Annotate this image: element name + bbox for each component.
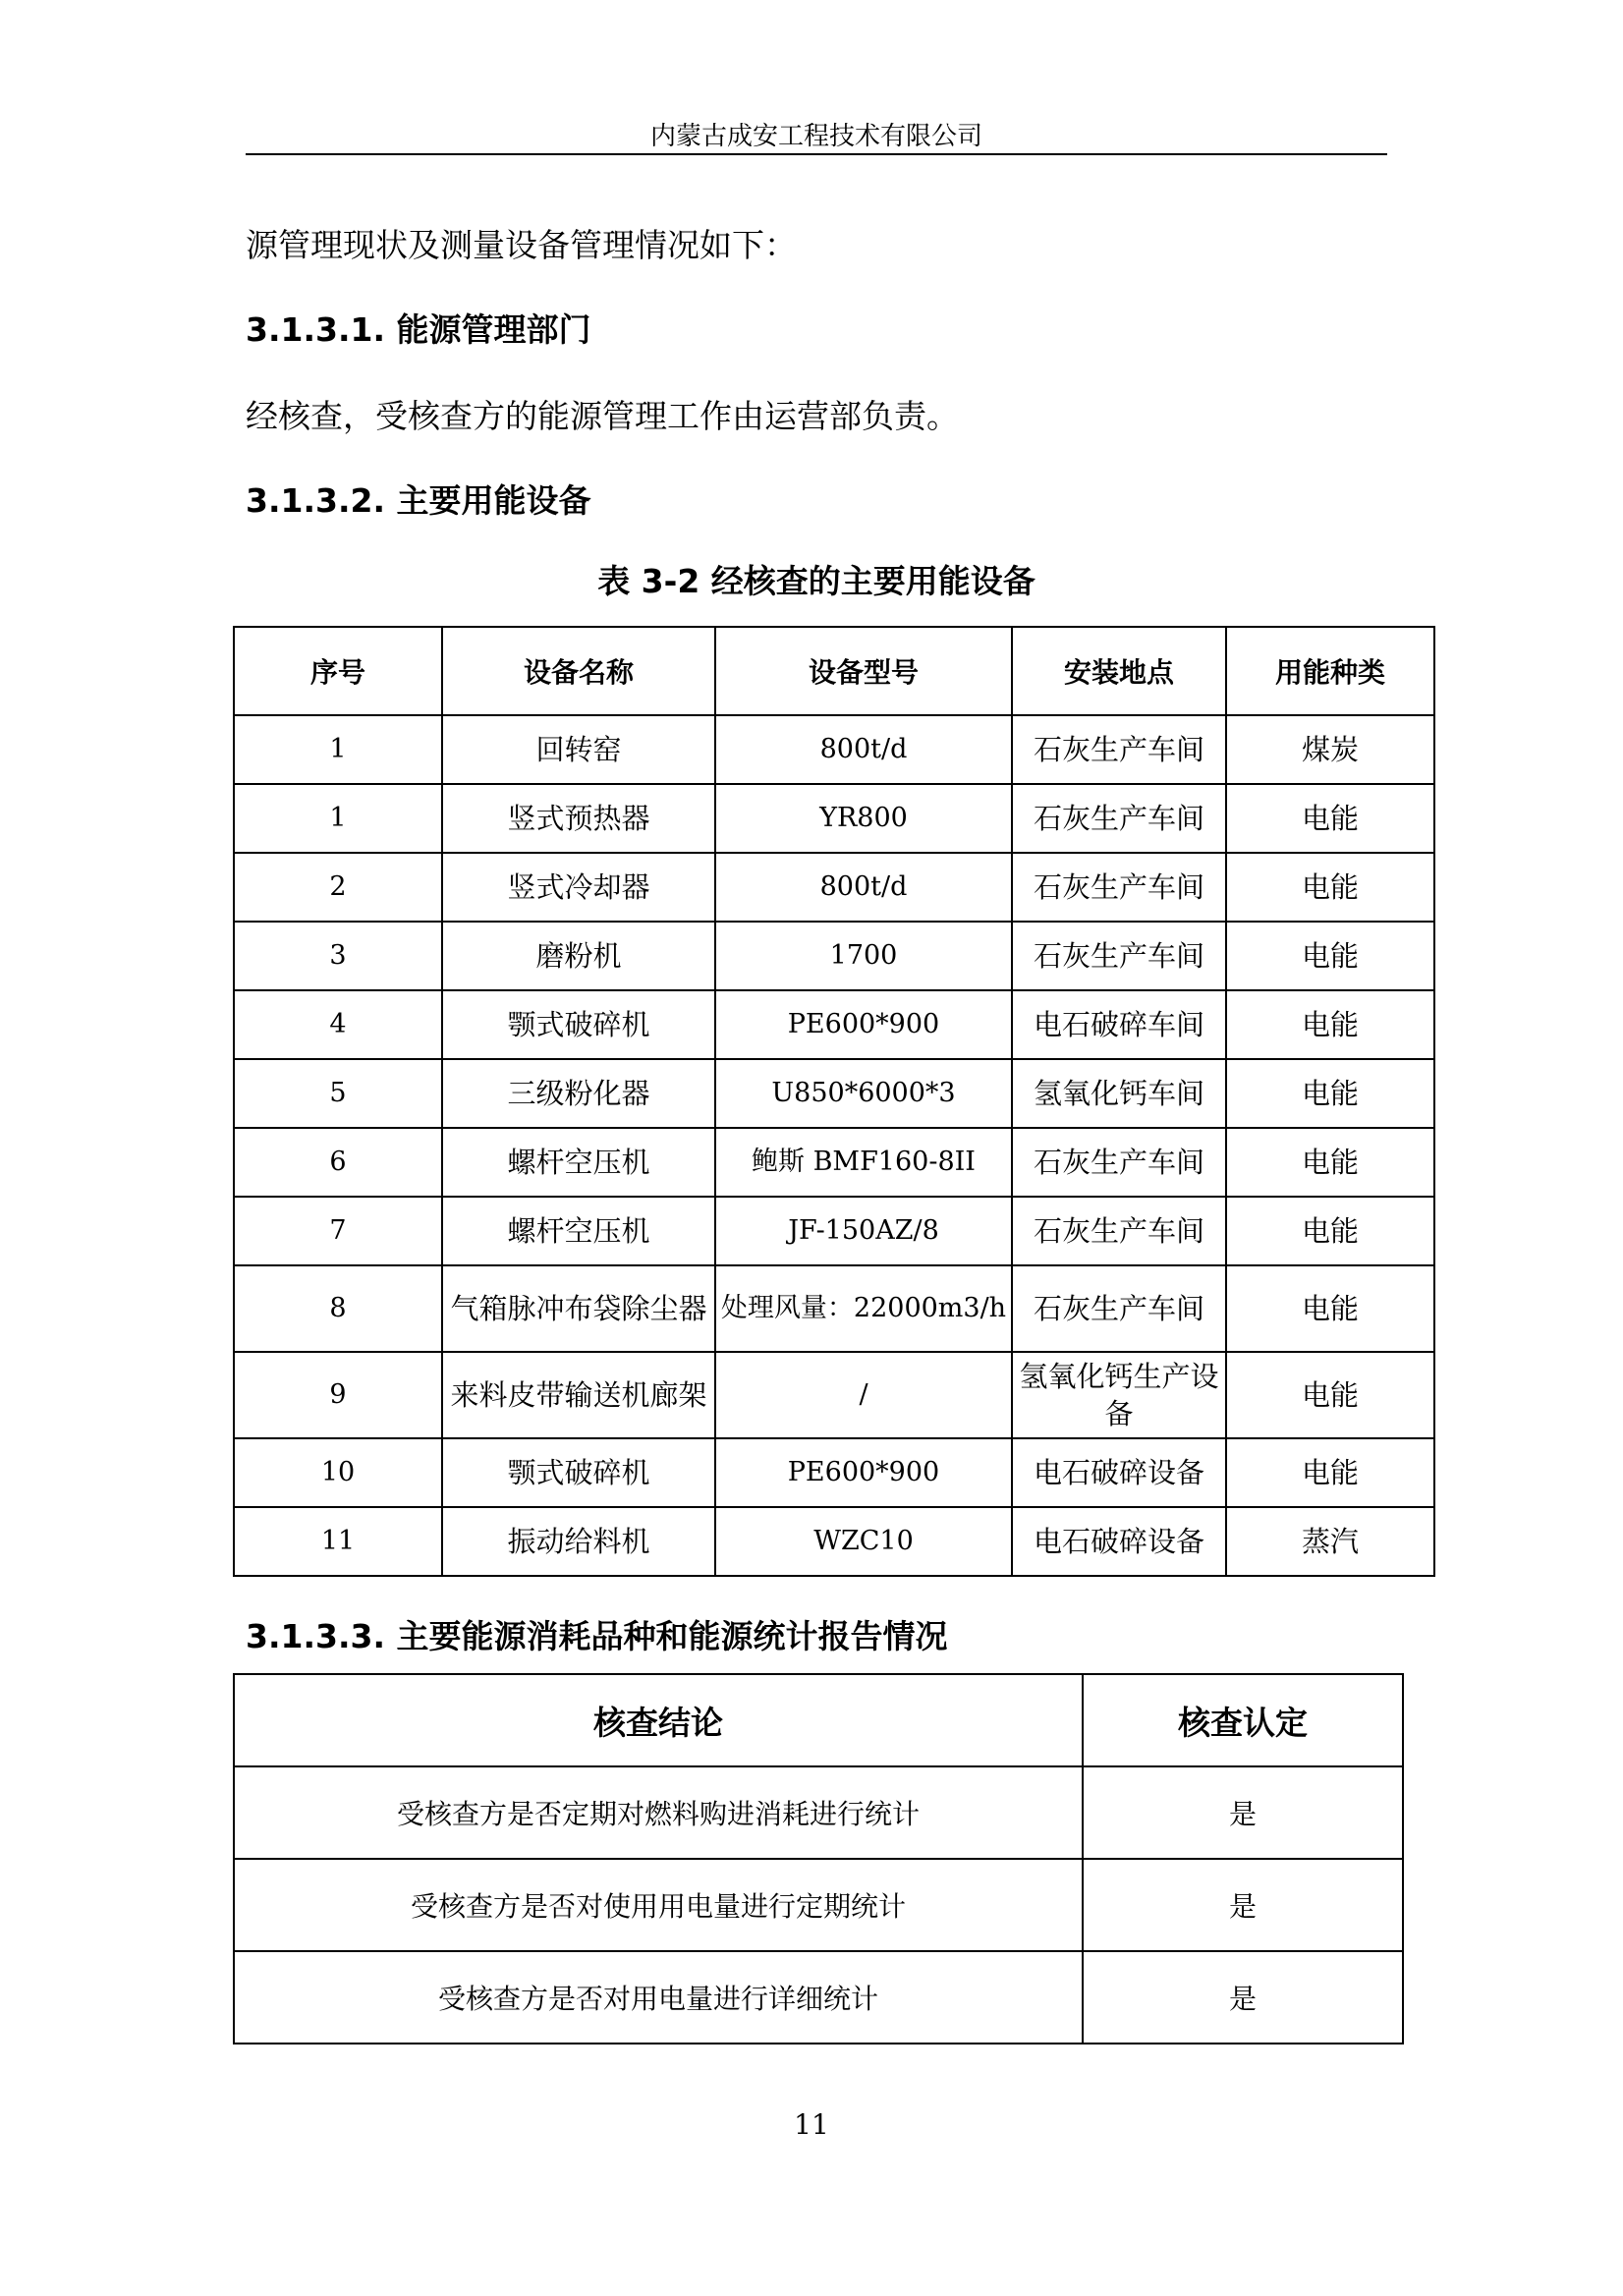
equipment-name-cell: 来料皮带输送机廊架 xyxy=(442,1352,715,1438)
equipment-table-header-row xyxy=(234,627,1434,715)
install-location-cell: 石灰生产车间 xyxy=(1012,1128,1226,1197)
section-heading-energy-statistics: 3.1.3.3. 主要能源消耗品种和能源统计报告情况 xyxy=(246,1617,948,1655)
equipment-model-cell: WZC10 xyxy=(715,1507,1012,1576)
equipment-name-cell: 颚式破碎机 xyxy=(442,990,715,1059)
equipment-model-cell: 鲍斯 BMF160-8II xyxy=(715,1128,1012,1197)
equipment-model-cell: / xyxy=(715,1352,1012,1438)
column-header-energy-type: 用能种类 xyxy=(1226,627,1434,715)
equipment-model-cell: YR800 xyxy=(715,784,1012,853)
energy-type-cell: 电能 xyxy=(1226,1265,1434,1352)
energy-type-cell: 电能 xyxy=(1226,990,1434,1059)
table-row xyxy=(234,1766,1403,1859)
column-header-equipment-model: 设备型号 xyxy=(715,627,1012,715)
header-rule xyxy=(246,153,1387,155)
index-cell: 1 xyxy=(234,715,442,784)
energy-type-cell: 电能 xyxy=(1226,853,1434,922)
column-header-install-location: 安装地点 xyxy=(1012,627,1226,715)
install-location-cell: 石灰生产车间 xyxy=(1012,1197,1226,1265)
index-cell: 3 xyxy=(234,922,442,990)
conclusion-cell: 受核查方是否对使用用电量进行定期统计 xyxy=(234,1859,1083,1951)
index-cell: 10 xyxy=(234,1438,442,1507)
energy-type-cell: 电能 xyxy=(1226,1128,1434,1197)
energy-type-cell: 蒸汽 xyxy=(1226,1507,1434,1576)
table-row xyxy=(234,1352,1434,1438)
table-row xyxy=(234,784,1434,853)
table-row xyxy=(234,1859,1403,1951)
equipment-model-cell: 1700 xyxy=(715,922,1012,990)
column-header-conclusion: 核查结论 xyxy=(234,1674,1083,1766)
install-location-cell: 石灰生产车间 xyxy=(1012,784,1226,853)
determination-cell: 是 xyxy=(1083,1859,1403,1951)
energy-type-cell: 煤炭 xyxy=(1226,715,1434,784)
equipment-model-cell: JF-150AZ/8 xyxy=(715,1197,1012,1265)
table-row xyxy=(234,990,1434,1059)
table-row xyxy=(234,715,1434,784)
equipment-model-cell: PE600*900 xyxy=(715,990,1012,1059)
equipment-name-cell: 磨粉机 xyxy=(442,922,715,990)
table-row xyxy=(234,853,1434,922)
equipment-name-cell: 三级粉化器 xyxy=(442,1059,715,1128)
energy-type-cell: 电能 xyxy=(1226,1197,1434,1265)
page-header: 内蒙古成安工程技术有限公司 xyxy=(649,122,982,151)
equipment-name-cell: 振动给料机 xyxy=(442,1507,715,1576)
table-row xyxy=(234,922,1434,990)
index-cell: 11 xyxy=(234,1507,442,1576)
equipment-name-cell: 竖式预热器 xyxy=(442,784,715,853)
table-row xyxy=(234,1265,1434,1352)
verification-table xyxy=(233,1673,1404,2044)
index-cell: 1 xyxy=(234,784,442,853)
verification-table-header-row xyxy=(234,1674,1403,1766)
table-row xyxy=(234,1197,1434,1265)
equipment-name-cell: 螺杆空压机 xyxy=(442,1128,715,1197)
install-location-cell: 氢氧化钙生产设备 xyxy=(1012,1352,1226,1438)
install-location-cell: 电石破碎设备 xyxy=(1012,1507,1226,1576)
install-location-cell: 石灰生产车间 xyxy=(1012,715,1226,784)
equipment-table xyxy=(233,626,1435,1577)
column-header-index: 序号 xyxy=(234,627,442,715)
install-location-cell: 电石破碎车间 xyxy=(1012,990,1226,1059)
section-heading-main-equipment: 3.1.3.2. 主要用能设备 xyxy=(246,481,591,520)
index-cell: 9 xyxy=(234,1352,442,1438)
table-row xyxy=(234,1128,1434,1197)
table-row xyxy=(234,1507,1434,1576)
install-location-cell: 电石破碎设备 xyxy=(1012,1438,1226,1507)
equipment-name-cell: 竖式冷却器 xyxy=(442,853,715,922)
equipment-name-cell: 气箱脉冲布袋除尘器 xyxy=(442,1265,715,1352)
intro-text: 源管理现状及测量设备管理情况如下： xyxy=(246,226,797,264)
column-header-determination: 核查认定 xyxy=(1083,1674,1403,1766)
equipment-name-cell: 螺杆空压机 xyxy=(442,1197,715,1265)
energy-type-cell: 电能 xyxy=(1226,784,1434,853)
table-row xyxy=(234,1951,1403,2044)
energy-type-cell: 电能 xyxy=(1226,1438,1434,1507)
equipment-model-cell: 800t/d xyxy=(715,853,1012,922)
install-location-cell: 石灰生产车间 xyxy=(1012,922,1226,990)
determination-cell: 是 xyxy=(1083,1766,1403,1859)
equipment-model-cell: 800t/d xyxy=(715,715,1012,784)
table-row xyxy=(234,1059,1434,1128)
index-cell: 6 xyxy=(234,1128,442,1197)
energy-type-cell: 电能 xyxy=(1226,1059,1434,1128)
table-caption: 表 3-2 经核查的主要用能设备 xyxy=(597,562,1035,600)
index-cell: 5 xyxy=(234,1059,442,1128)
table-row xyxy=(234,1438,1434,1507)
conclusion-cell: 受核查方是否对用电量进行详细统计 xyxy=(234,1951,1083,2044)
equipment-name-cell: 回转窑 xyxy=(442,715,715,784)
equipment-model-cell: U850*6000*3 xyxy=(715,1059,1012,1128)
energy-type-cell: 电能 xyxy=(1226,1352,1434,1438)
index-cell: 2 xyxy=(234,853,442,922)
index-cell: 4 xyxy=(234,990,442,1059)
install-location-cell: 氢氧化钙车间 xyxy=(1012,1059,1226,1128)
equipment-name-cell: 颚式破碎机 xyxy=(442,1438,715,1507)
section-text-energy-management-department: 经核查，受核查方的能源管理工作由运营部负责。 xyxy=(246,397,959,435)
equipment-model-cell: 处理风量：22000m3/h xyxy=(715,1265,1012,1352)
equipment-model-cell: PE600*900 xyxy=(715,1438,1012,1507)
column-header-equipment-name: 设备名称 xyxy=(442,627,715,715)
index-cell: 7 xyxy=(234,1197,442,1265)
section-heading-energy-management-department: 3.1.3.1. 能源管理部门 xyxy=(246,310,591,349)
page-number: 11 xyxy=(794,2108,829,2141)
index-cell: 8 xyxy=(234,1265,442,1352)
install-location-cell: 石灰生产车间 xyxy=(1012,1265,1226,1352)
energy-type-cell: 电能 xyxy=(1226,922,1434,990)
conclusion-cell: 受核查方是否定期对燃料购进消耗进行统计 xyxy=(234,1766,1083,1859)
install-location-cell: 石灰生产车间 xyxy=(1012,853,1226,922)
determination-cell: 是 xyxy=(1083,1951,1403,2044)
